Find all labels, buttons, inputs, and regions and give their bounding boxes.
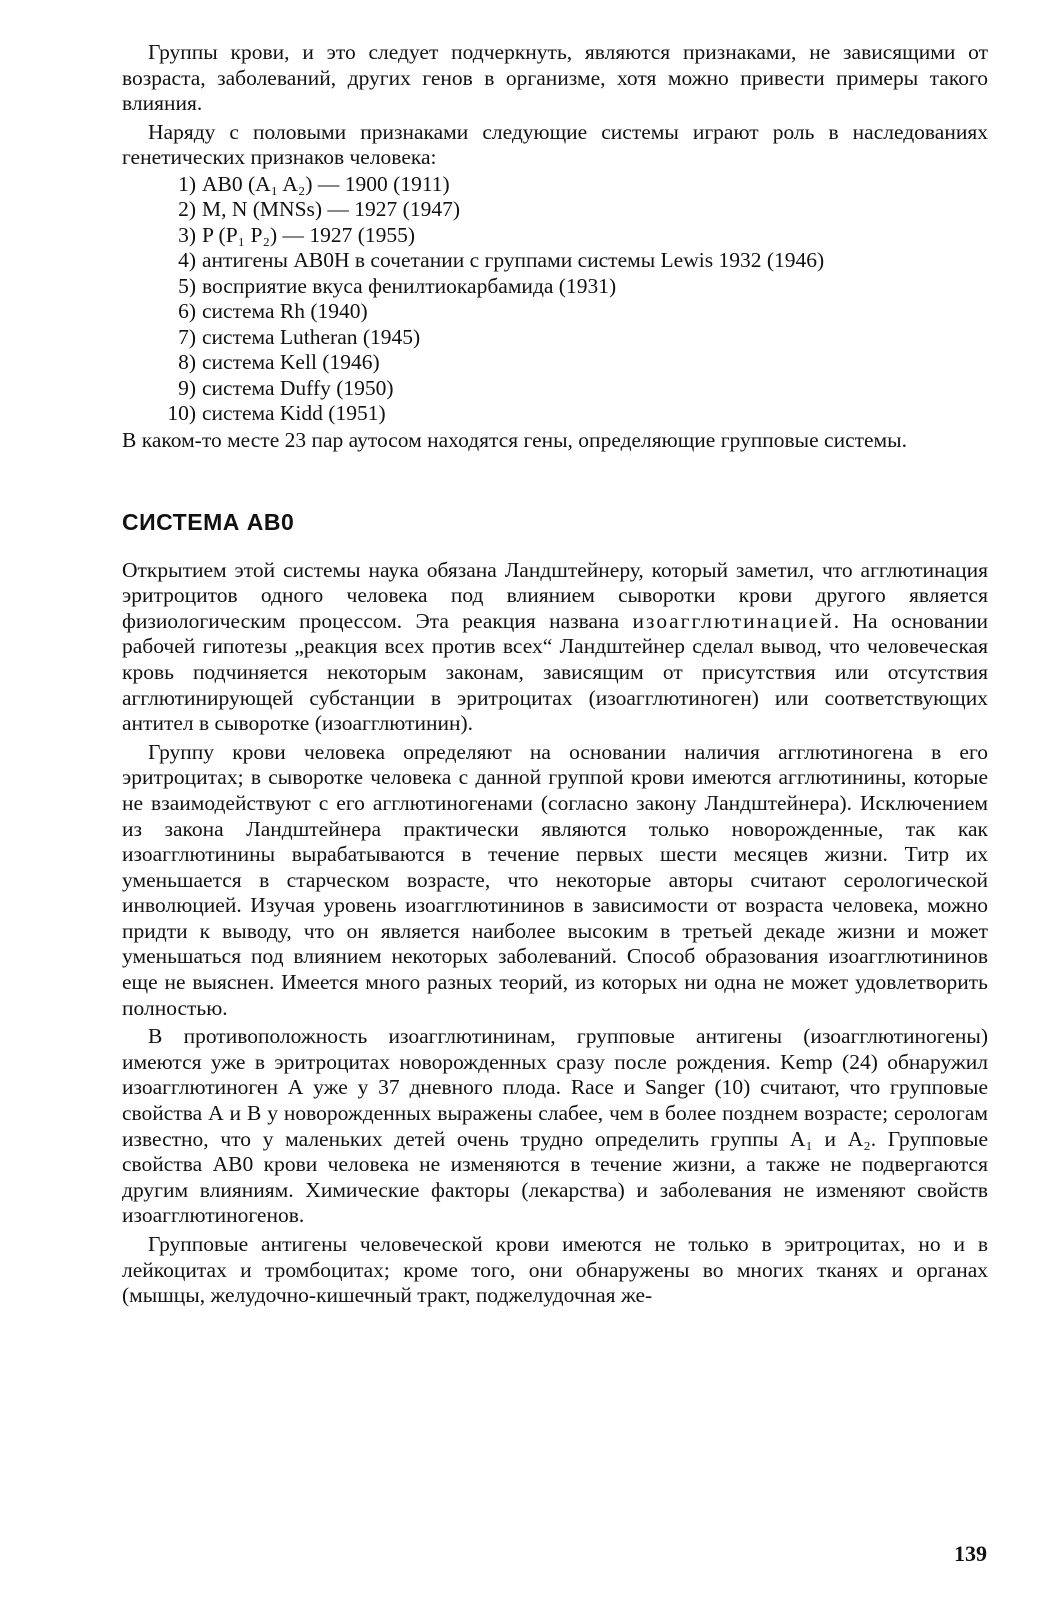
list-item-number: 7) xyxy=(178,324,196,349)
list-item xyxy=(122,223,988,249)
page-number: 139 xyxy=(954,1541,987,1566)
list-item-text: система Kell (1946) xyxy=(202,350,380,375)
list-item-number: 5) xyxy=(178,273,196,298)
list-item-text: антигены AB0H в сочетании с группами системы Lewis 1932 (1946) xyxy=(202,248,825,273)
list-item-number: 8) xyxy=(178,350,196,375)
list-item xyxy=(122,376,988,402)
section-paragraph-4: Групповые антигены человеческой крови имеются не только в эритроцитах, но и в лейкоцитах и тромбоцитах; кроме того, они обнаружены во многих тканях и органах (мышцы, желудочно-кишечный тракт, поджелудочная же- xyxy=(122,1232,988,1308)
list-item-text: система Rh (1940) xyxy=(202,299,368,324)
list-item-number: 6) xyxy=(178,299,196,324)
list-item-text: система Kidd (1951) xyxy=(202,401,386,426)
section-paragraph-1 xyxy=(122,558,988,737)
genetic-systems-list xyxy=(122,172,988,427)
page-body xyxy=(122,40,988,1309)
paragraph-text: Открытием этой системы наука обязана Ландштейнеру, который заметил, что агглютинация эритроцитов одного человека под влиянием сыворотки крови другого является физиологическим процессом. Эта реакция названа xyxy=(122,557,988,633)
term-emphasis: изоагглютинацией xyxy=(632,608,834,633)
paragraph-text: . На основании рабочей гипотезы „реакция всех против всех“ Ландштейнер сделал вывод, что человеческая кровь подчиняется некоторым законам, зависящим от присутствия или отсутствия агглютинирующей субстанции в эритроцитах (изоагглютиноген) или соответствующих антител в сыворотке (изоагглютинин). xyxy=(122,608,988,736)
list-item xyxy=(122,248,988,274)
section-paragraph-2: Группу крови человека определяют на основании наличия агглютиногена в его эритроцитах; в сыворотке человека с данной группой крови имеются агглютинины, которые не взаимодействуют с его агглютиногенами (согласно закону Ландштейнера). Исключением из закона Ландштейнера практически являются только новорожденные, так как изоагглютинины вырабатываются в течение первых шести месяцев жизни. Титр их уменьшается в старческом возрасте, что некоторые авторы считают серологической инволюцией. Изучая уровень изоагглютининов в зависимости от возраста человека, можно придти к выводу, что он является наиболее высоким в третьей декаде жизни и может уменьшаться под влиянием некоторых заболеваний. Способ образования изоагглютининов еще не выяснен. Имеется много разных теорий, из которых ни одна не может удовлетворить полностью. xyxy=(122,739,988,1020)
list-item xyxy=(122,325,988,351)
list-item-text: восприятие вкуса фенилтиокарбамида (1931) xyxy=(202,273,617,298)
list-item-text: AB0 (A₁ A₂) — 1900 (1911) xyxy=(202,171,450,196)
list-item-text: P (P₁ P₂) — 1927 (1955) xyxy=(202,222,416,247)
list-item-number: 9) xyxy=(178,375,196,400)
after-list-paragraph: В каком-то месте 23 пар аутосом находятся гены, определяющие групповые системы. xyxy=(122,427,907,452)
list-item-number: 10) xyxy=(167,401,196,426)
list-item-text: система Lutheran (1945) xyxy=(202,324,421,349)
list-item xyxy=(122,350,988,376)
list-item-number: 2) xyxy=(178,197,196,222)
intro-paragraph-1: Группы крови, и это следует подчеркнуть, являются признаками, не зависящими от возраста, заболеваний, других генов в организме, хотя можно привести примеры такого влияния. xyxy=(122,40,988,116)
list-item xyxy=(122,172,988,198)
intro-paragraph-2: Наряду с половыми признаками следующие системы играют роль в наследованиях генетических признаков человека: xyxy=(122,119,988,170)
section-paragraph-3: В противоположность изоагглютининам, групповые антигены (изоагглютиногены) имеются уже в эритроцитах новорожденных сразу после рождения. Kemp (24) обнаружил изоагглютиноген А уже у 37 дневного плода. Race и Sanger (10) считают, что групповые свойства А и В у новорожденных выражены слабее, чем в более позднем возрасте; серологам известно, что у маленьких детей очень трудно определить группы A₁ и A₂. Групповые свойства AB0 крови человека не изменяются в течение жизни, а также не подвергаются другим влияниям. Химические факторы (лекарства) и заболевания не изменяют свойств изоагглютиногенов. xyxy=(122,1024,988,1228)
list-item xyxy=(122,197,988,223)
list-item xyxy=(122,274,988,300)
list-item xyxy=(122,299,988,325)
list-item-text: система Duffy (1950) xyxy=(202,375,394,400)
list-item-number: 1) xyxy=(178,171,196,196)
list-item xyxy=(122,401,988,427)
list-item-number: 4) xyxy=(178,248,196,273)
list-item-number: 3) xyxy=(178,222,196,247)
section-heading: СИСТЕМА AB0 xyxy=(122,508,295,535)
list-item-text: M, N (MNSs) — 1927 (1947) xyxy=(202,197,460,222)
